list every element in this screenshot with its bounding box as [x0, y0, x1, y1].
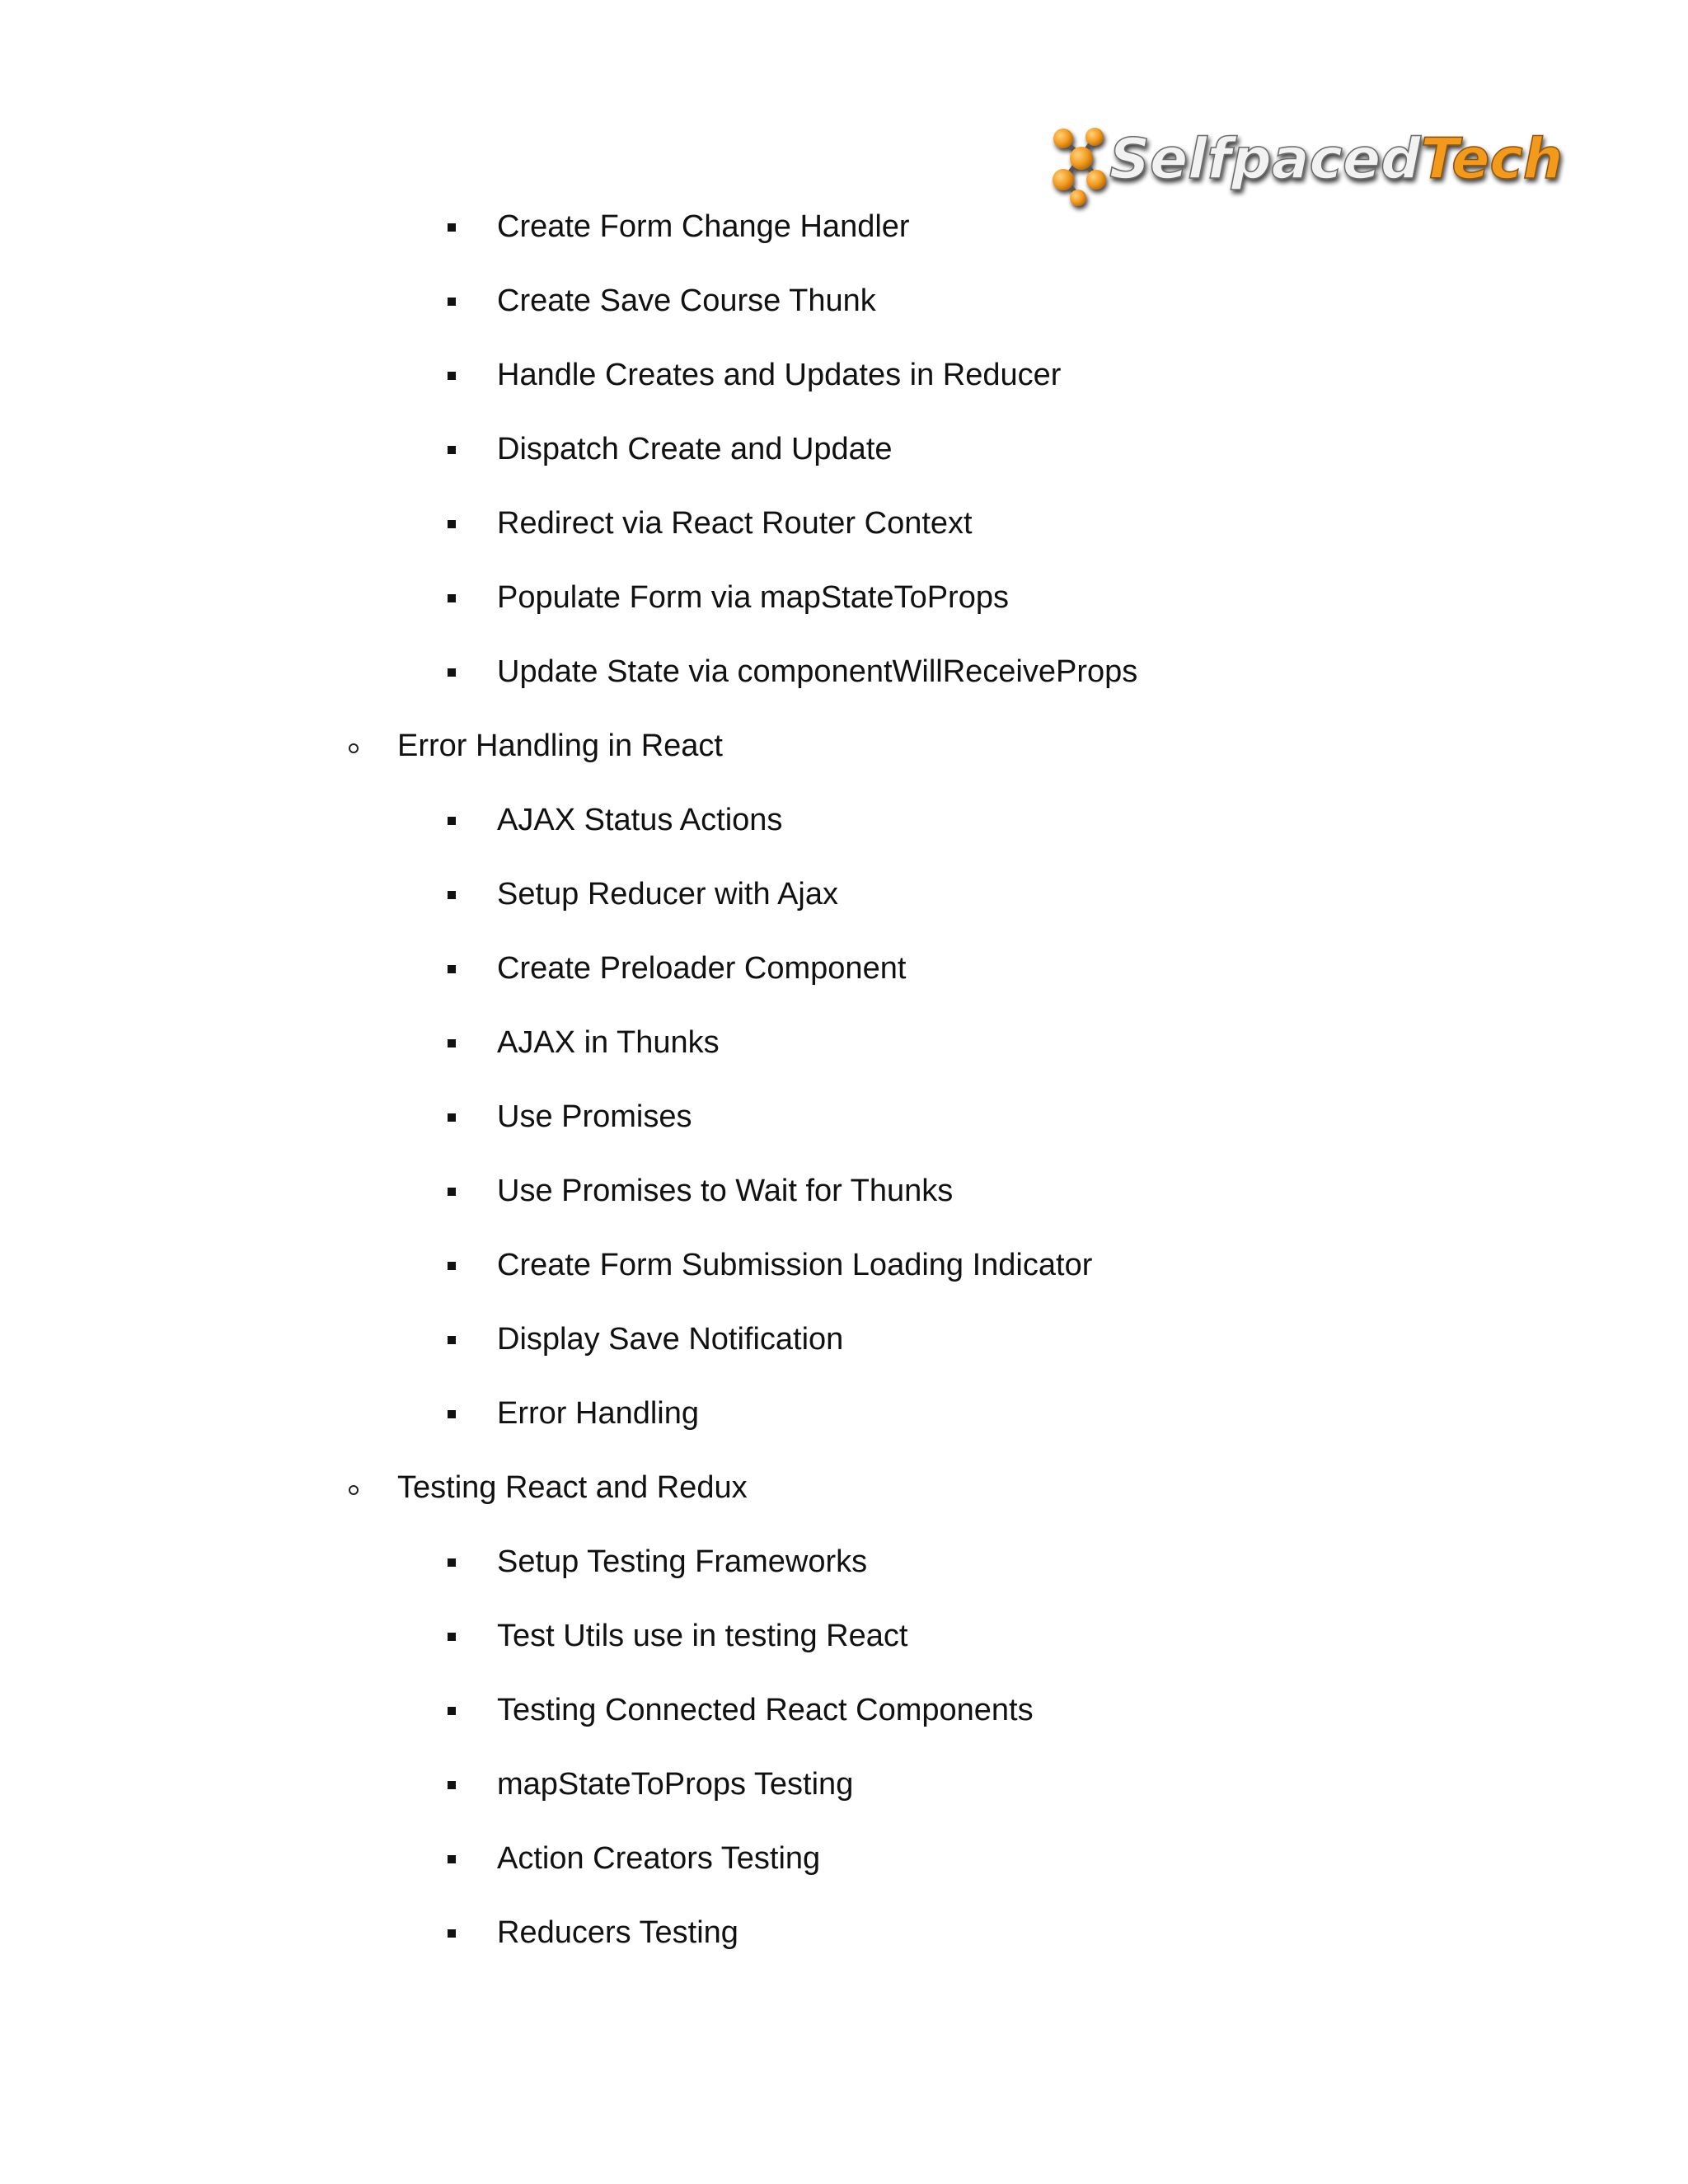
list-item-label: mapStateToProps Testing [497, 1767, 854, 1802]
list-item-label: Update State via componentWillReceiveProps [497, 654, 1138, 689]
square-bullet-icon [445, 350, 495, 400]
list-item-label: Use Promises to Wait for Thunks [497, 1174, 954, 1208]
square-bullet-icon [445, 424, 495, 474]
square-bullet-icon [445, 944, 495, 993]
list-item-label: Create Form Submission Loading Indicator [497, 1248, 1093, 1282]
list-item-label: Use Promises [497, 1099, 692, 1134]
list-item-label: Action Creators Testing [497, 1841, 821, 1876]
square-bullet-icon [445, 1908, 495, 1957]
square-bullet-icon [445, 1834, 495, 1883]
square-bullet-icon [445, 1760, 495, 1809]
square-bullet-icon [445, 1389, 495, 1438]
square-bullet-icon [445, 647, 495, 696]
square-bullet-icon [445, 573, 495, 622]
section-title: Testing React and Redux [397, 1470, 748, 1505]
list-item-label: Populate Form via mapStateToProps [497, 580, 1009, 615]
square-bullet-icon [445, 1537, 495, 1586]
molecule-icon [1053, 128, 1106, 206]
circle-bullet-icon [345, 1463, 394, 1512]
list-item-label: Setup Reducer with Ajax [497, 877, 839, 912]
list-item-label: Reducers Testing [497, 1915, 738, 1950]
logo-word-selfpaced: Selfpaced [1109, 127, 1421, 192]
list-item-label: AJAX in Thunks [497, 1025, 720, 1060]
list-item-label: Setup Testing Frameworks [497, 1544, 868, 1579]
square-bullet-icon [445, 795, 495, 845]
list-item-label: AJAX Status Actions [497, 803, 783, 837]
square-bullet-icon [445, 1092, 495, 1141]
square-bullet-icon [445, 1018, 495, 1067]
circle-bullet-icon [345, 721, 394, 771]
logo-graphic [1040, 114, 1564, 213]
section-title: Error Handling in React [397, 729, 723, 763]
square-bullet-icon [445, 1315, 495, 1364]
list-item-label: Test Utils use in testing React [497, 1619, 908, 1653]
square-bullet-icon [445, 1240, 495, 1290]
logo-wordmark [1109, 127, 1563, 192]
list-item-label: Create Form Change Handler [497, 209, 910, 244]
list-item-label: Testing Connected React Components [497, 1693, 1034, 1727]
square-bullet-icon [445, 276, 495, 326]
list-item-label: Handle Creates and Updates in Reducer [497, 358, 1062, 392]
logo-word-tech: Tech [1420, 127, 1564, 192]
list-item-label: Redirect via React Router Context [497, 506, 973, 541]
square-bullet-icon [445, 869, 495, 919]
list-item-label: Dispatch Create and Update [497, 432, 893, 466]
list-item-label: Display Save Notification [497, 1322, 844, 1357]
selfpacedtech-logo [1040, 114, 1564, 213]
list-item-label: Create Save Course Thunk [497, 284, 876, 318]
list-item-label: Create Preloader Component [497, 951, 907, 986]
square-bullet-icon [445, 1166, 495, 1216]
square-bullet-icon [445, 202, 495, 251]
list-item-label: Error Handling [497, 1396, 699, 1431]
square-bullet-icon [445, 1685, 495, 1735]
square-bullet-icon [445, 499, 495, 548]
square-bullet-icon [445, 1611, 495, 1661]
